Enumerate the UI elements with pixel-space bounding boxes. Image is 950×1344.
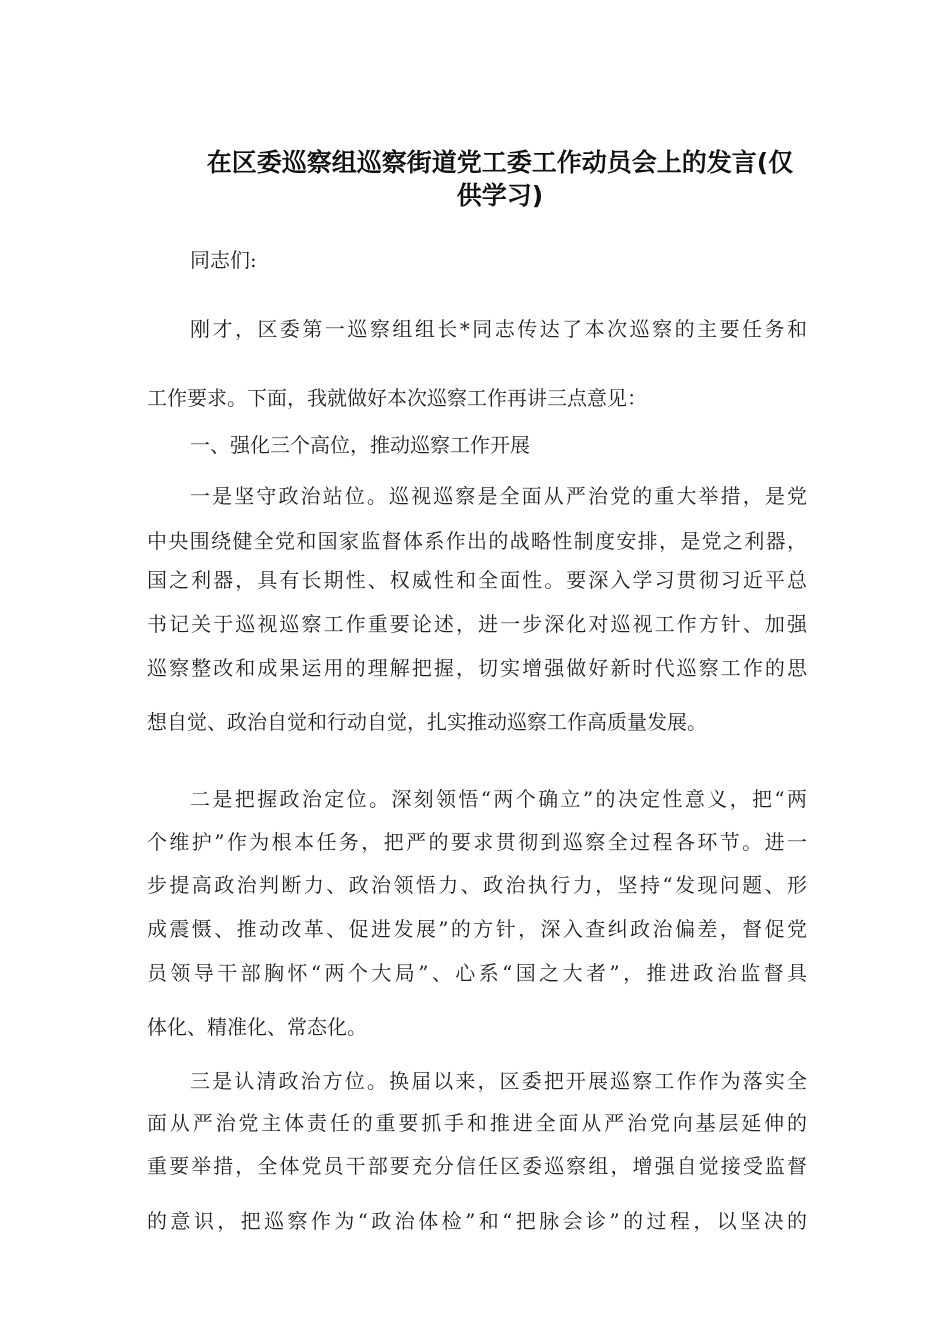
paragraph-line: 刚才，区委第一巡察组组长*同志传达了本次巡察的主要任务和 [190, 317, 807, 341]
paragraph-line: 一是坚守政治站位。巡视巡察是全面从严治党的重大举措，是党 [190, 484, 807, 508]
title-line-2: 供学习) [456, 181, 544, 210]
paragraph-line: 三是认清政治方位。换届以来，区委把开展巡察工作作为落实全 [190, 1069, 807, 1093]
document-title [190, 146, 810, 212]
paragraph-line: 步提高政治判断力、政治领悟力、政治执行力，坚持“发现问题、形 [147, 873, 807, 897]
section-heading: 一、强化三个高位，推动巡察工作开展 [190, 433, 530, 457]
paragraph-line: 国之利器，具有长期性、权威性和全面性。要深入学习贯彻习近平总 [147, 568, 807, 592]
paragraph-line: 面从严治党主体责任的重要抓手和推进全面从严治党向基层延伸的 [147, 1111, 807, 1135]
paragraph-line: 体化、精准化、常态化。 [147, 1015, 367, 1039]
salutation: 同志们: [190, 248, 257, 272]
paragraph-line: 员领导干部胸怀“两个大局”、心系“国之大者”，推进政治监督具 [147, 961, 807, 985]
paragraph-line: 中央围绕健全党和国家监督体系作出的战略性制度安排，是党之利器， [147, 529, 807, 553]
paragraph-line: 二是把握政治定位。深刻领悟“两个确立”的决定性意义，把“两 [190, 787, 807, 811]
paragraph-line: 的意识，把巡察作为“政治体检”和“把脉会诊”的过程，以坚决的 [147, 1209, 807, 1233]
title-line-1: 在区委巡察组巡察街道党工委工作动员会上的发言(仅 [206, 148, 794, 177]
paragraph-line: 个维护”作为根本任务，把严的要求贯彻到巡察全过程各环节。进一 [147, 830, 807, 854]
paragraph-line: 想自觉、政治自觉和行动自觉，扎实推动巡察工作高质量发展。 [147, 710, 707, 734]
paragraph-line: 重要举措，全体党员干部要充分信任区委巡察组，增强自觉接受监督 [147, 1154, 807, 1178]
paragraph-line: 书记关于巡视巡察工作重要论述，进一步深化对巡视工作方针、加强 [147, 612, 807, 636]
paragraph-line: 巡察整改和成果运用的理解把握，切实增强做好新时代巡察工作的思 [147, 656, 807, 680]
paragraph-line: 成震慑、推动改革、促进发展”的方针，深入查纠政治偏差，督促党 [147, 917, 807, 941]
paragraph-line: 工作要求。下面，我就做好本次巡察工作再讲三点意见： [147, 386, 647, 410]
